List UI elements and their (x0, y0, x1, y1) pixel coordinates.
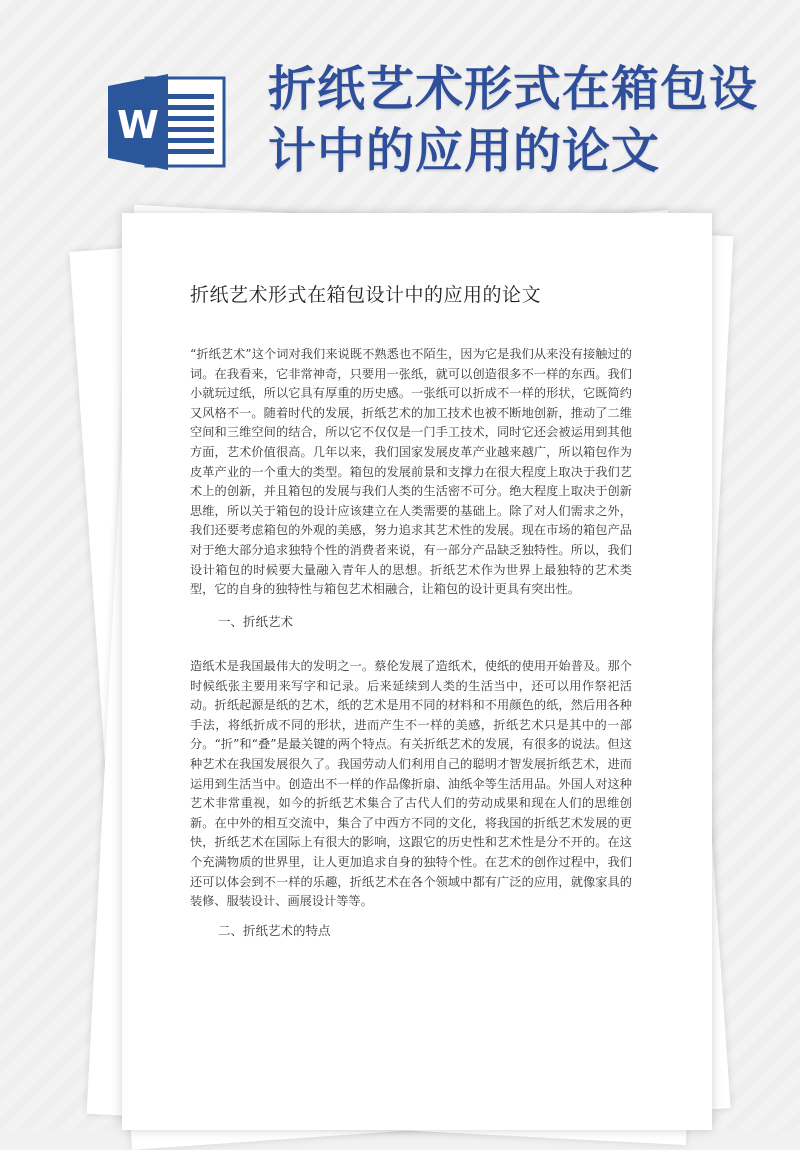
document-title: 折纸艺术形式在箱包设计中的应用的论文 (190, 284, 542, 306)
intro-paragraph: “折纸艺术”这个词对我们来说既不熟悉也不陌生，因为它是我们从来没有接触过的词。在我看来，它非常神奇，只要用一张纸，就可以创造很多不一样的东西。我们小就玩过纸，所以它具有厚重的历史感。一张纸可以折成不一样的形状，它既简约又风格不一。随着时代的发展，折纸艺术的加工技术也被不断地创新，推动了二维空间和三维空间的结合，所以它不仅仅是一门手工技术，同时它还会被运用到其他方面，艺术价值很高。几年以来，我们国家发展皮革产业越来越广，所以箱包作为皮革产业的一个重大的类型。箱包的发展前景和支撑力在很大程度上取决于我们艺术上的创新，并且箱包的发展与我们人类的生活密不可分。绝大程度上取决于创新思维，所以关于箱包的设计应该建立在人类需要的基础上。除了对人们需求之外，我们还要考虑箱包的外观的美感，努力追求其艺术性的发展。现在市场的箱包产品对于绝大部分追求独特个性的消费者来说，有一部分产品缺乏独特性。所以，我们设计箱包的时候要大量融入青年人的思想。折纸艺术作为世界上最独特的艺术类型，它的自身的独特性与箱包艺术相融合，让箱包的设计更具有突出性。 (190, 347, 632, 597)
svg-text:W: W (117, 103, 159, 147)
section-heading: 二、折纸艺术的特点 (218, 923, 331, 938)
page-title: 折纸艺术形式在箱包设计中的应用的论文 (268, 61, 759, 179)
section-paragraph: 造纸术是我国最伟大的发明之一。蔡伦发展了造纸术，使纸的使用开始普及。那个时候纸张主要用来写字和记录。后来延续到人类的生活当中，还可以用作祭祀活动。折纸起源是纸的艺术，纸的艺术是用不同的材料和不用颜色的纸，然后用各种手法，将纸折成不同的形状，进而产生不一样的美感，折纸艺术只是其中的一部分。“折”和“叠”是最关键的两个特点。有关折纸艺术的发展，有很多的说法。但这种艺术在我国发展很久了。我国劳动人们利用自己的聪明才智发展折纸艺术，进而运用到生活当中。创造出不一样的作品像折扇、油纸伞等生活用品。外国人对这种艺术非常重视，如今的折纸艺术集合了古代人们的劳动成果和现在人们的思维创新。在中外的相互交流中，集合了中西方不同的文化，将我国的折纸艺术发展的更快，折纸艺术在国际上有很大的影响，这跟它的历史性和艺术性是分不开的。在这个充满物质的世界里，让人更加追求自身的独特个性。在艺术的创作过程中，我们还可以体会到不一样的乐趣，折纸艺术在各个领域中都有广泛的应用，就像家具的装修、服装设计、画展设计等等。 (190, 659, 632, 909)
section-heading: 一、折纸艺术 (218, 614, 294, 629)
word-document-icon (108, 72, 228, 172)
